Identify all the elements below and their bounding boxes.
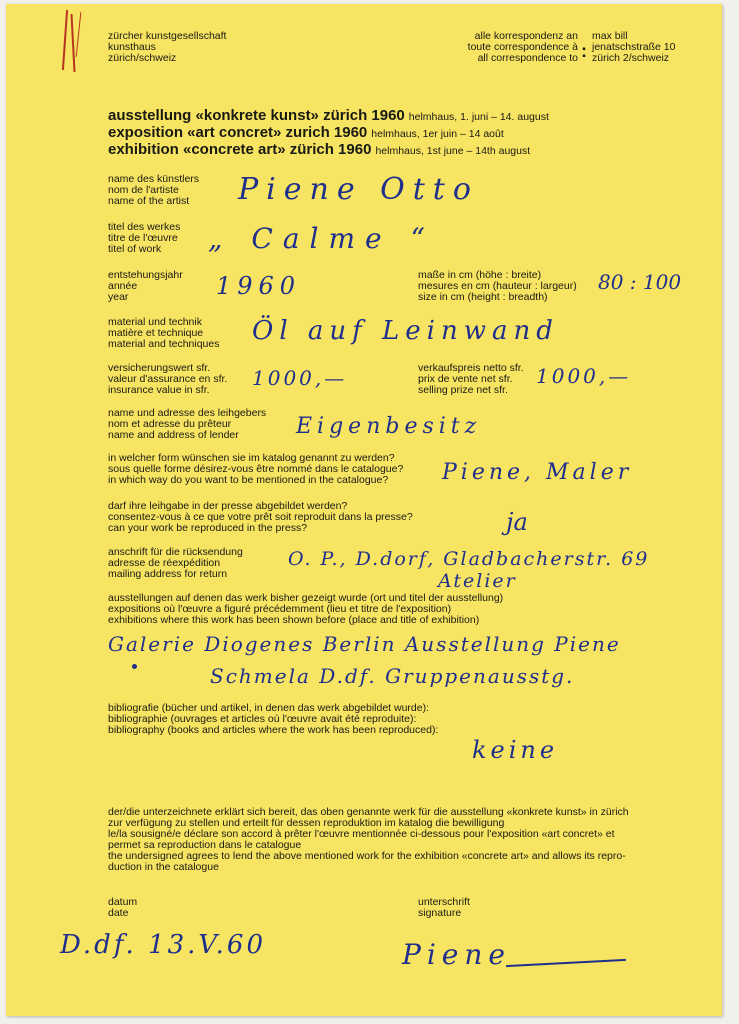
lender-label: name und adresse des leihgebers nom et adresse du prêteur name and address of lender xyxy=(108,407,267,441)
work-title-value: „ Calme “ xyxy=(208,222,435,255)
size-value: 80 : 100 xyxy=(598,270,682,294)
sender-line: kunsthaus xyxy=(108,41,156,53)
agreement-text: der/die unterzeichnete erklärt sich bereit, das oben genannte werk für die ausstellung «konkrete kunst» in zürich zur verfügung zu stellen und erteilt für dessen reproduktion im katalog die bewilligung le/la sousigné/e déclare son accord à prêter l'œuvre mentionnée ci-dessous pour l'exposition «art concret» et permet sa reproduction dans le catalogue the undersigned agrees to lend the above mentioned work for the exhibition «concrete art» and allows its repro- duction in the catalogue xyxy=(108,806,629,873)
title-german: ausstellung «konkrete kunst» zürich 1960 helmhaus, 1. juni – 14. august xyxy=(108,107,549,124)
sender-line: zürich/schweiz xyxy=(108,52,177,64)
sender-line: zürcher kunstgesellschaft xyxy=(108,30,227,42)
exhibition-titles xyxy=(108,107,549,158)
year-label: entstehungsjahr année year xyxy=(108,269,183,303)
date-label: datum date xyxy=(108,896,138,919)
exhibitions-line: Schmela D.df. Gruppenausstg. xyxy=(210,664,575,688)
red-ink-mark xyxy=(62,10,68,70)
recipient-address: max bill jenatschstraße 10 zürich 2/schweiz xyxy=(592,30,676,64)
artist-name-label: name des künstlers nom de l'artiste name of the artist xyxy=(108,173,200,207)
price-label: verkaufspreis netto sfr. prix de vente net sfr. selling prize net sfr. xyxy=(418,362,524,396)
year-value: 1960 xyxy=(216,272,302,300)
red-ink-mark xyxy=(70,14,75,72)
material-value: Öl auf Leinwand xyxy=(252,316,559,346)
price-value: 1000,— xyxy=(536,364,632,388)
signature-stroke xyxy=(506,959,626,967)
colon-marker: : xyxy=(581,41,587,61)
exhibitions-line: Galerie Diogenes Berlin Ausstellung Piene xyxy=(108,632,621,656)
press-label: darf ihre leihgabe in der presse abgebildet werden? consentez-vous à ce que votre prêt soit reproduit dans la presse? can your work be reproduced in the press? xyxy=(108,500,413,534)
material-label: material und technik matière et technique material and techniques xyxy=(108,316,220,350)
date-value: D.df. 13.V.60 xyxy=(60,930,266,960)
title-french: exposition «art concret» zurich 1960 helmhaus, 1er juin – 14 août xyxy=(108,124,504,141)
return-address-line: O. P., D.dorf, Gladbacherstr. 69 xyxy=(288,548,650,570)
title-english: exhibition «concrete art» zürich 1960 helmhaus, 1st june – 14th august xyxy=(108,141,531,158)
correspondence-note: alle korrespondenz an toute correspondence à all correspondence to xyxy=(467,30,578,64)
lender-value: Eigenbesitz xyxy=(296,414,482,439)
insurance-label: versicherungswert sfr. valeur d'assurance en sfr. insurance value in sfr. xyxy=(108,362,228,396)
size-label: maße in cm (höhe : breite) mesures en cm (hauteur : largeur) size in cm (height : breadth) xyxy=(418,269,577,303)
catalogue-name-label: in welcher form wünschen sie im katalog genannt zu werden? sous quelle forme désirez-vous être nommé dans le catalogue? in which way do you want to be mentioned in the catalogue? xyxy=(108,452,404,486)
sender-address xyxy=(108,31,226,64)
bibliography-label: bibliografie (bücher und artikel, in denen das werk abgebildet wurde): bibliographie (ouvrages et articles où l'œuvre avait été reproduite): bibliography (books and articles where the work has been reproduced): xyxy=(108,702,439,736)
press-value: ja xyxy=(506,508,528,536)
work-title-label: titel des werkes titre de l'œuvre titel of work xyxy=(108,221,181,255)
insurance-value: 1000,— xyxy=(252,366,348,390)
artist-name-value: Piene Otto xyxy=(238,172,479,207)
loan-form-sheet xyxy=(6,4,722,1016)
exhibitions-label: ausstellungen auf denen das werk bisher gezeigt wurde (ort und titel der ausstellung) expositions où l'œuvre a figuré précédemment (lieu et titre de l'exposition) exhibitions where this work has been shown before (place and title of exhibition) xyxy=(108,592,504,626)
bibliography-value: keine xyxy=(472,736,559,764)
signature-label: unterschrift signature xyxy=(418,896,470,919)
signature-value: Piene xyxy=(402,938,511,971)
return-address-label: anschrift für die rücksendung adresse de réexpédition mailing address for return xyxy=(108,546,243,580)
bullet-dot xyxy=(132,664,137,669)
catalogue-name-value: Piene, Maler xyxy=(442,460,633,485)
red-ink-mark xyxy=(76,12,82,57)
return-address-line: Atelier xyxy=(438,570,517,592)
